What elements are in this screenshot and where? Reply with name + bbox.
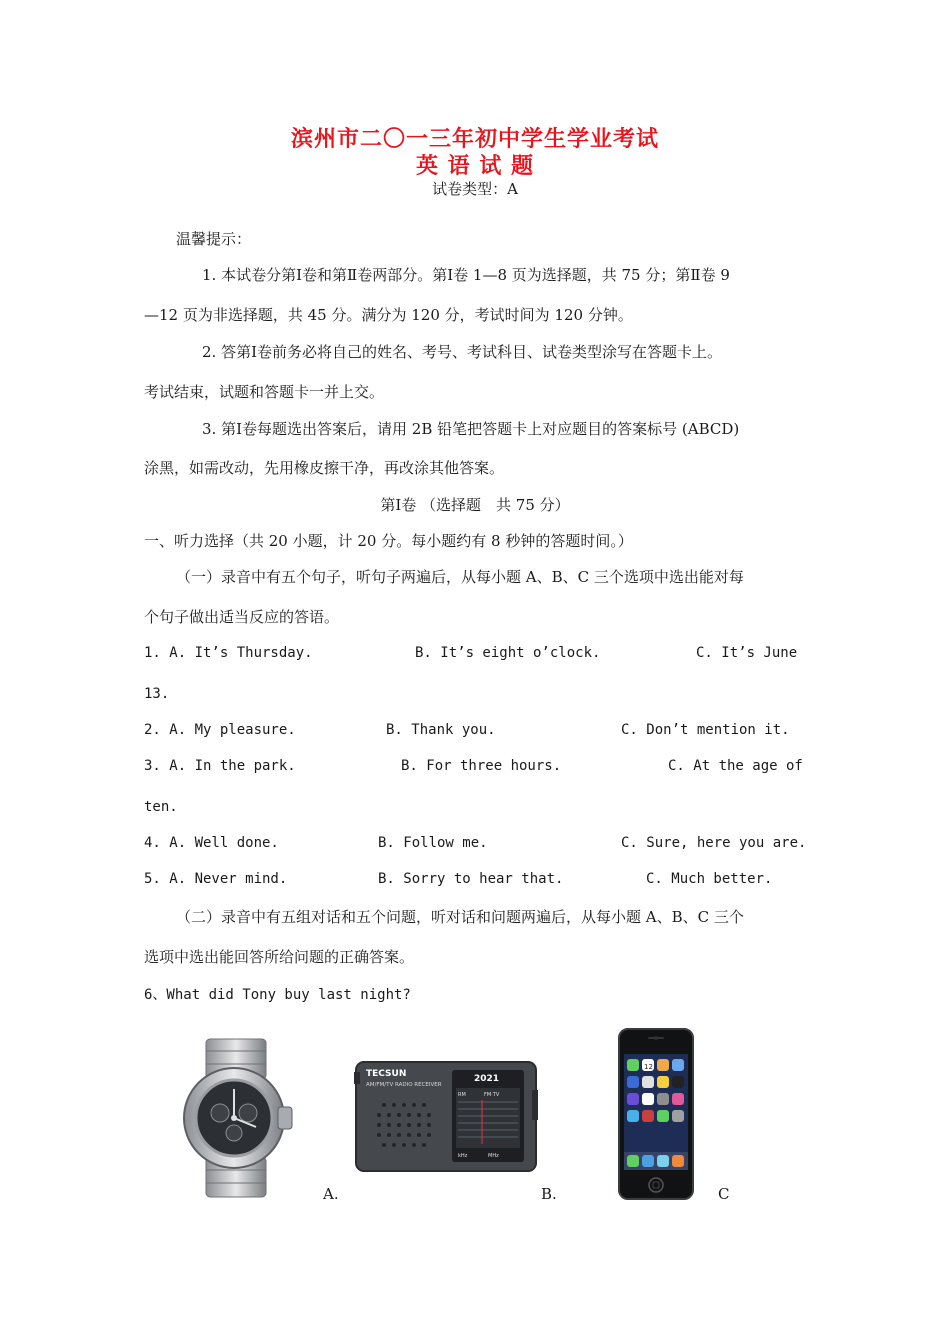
q6-question: 6、What did Tony buy last night? [144,987,411,1003]
q6-label-b: B. [541,1185,557,1203]
notice-heading: 温馨提示： [176,230,252,248]
q2-option-a: 2. A. My pleasure. [144,722,296,738]
notice-item-3-cont: 涂黑，如需改动，先用橡皮擦干净，再改涂其他答案。 [144,459,505,477]
radio-band-fm: FM·TV [484,1092,500,1098]
radio-image [354,1060,538,1173]
subject-title: 英 语 试 题 [416,153,534,179]
volume-title: 第Ⅰ卷 （选择题 共 75 分） [380,496,570,514]
subsection-1-instruction-cont: 个句子做出适当反应的答语。 [144,608,340,626]
radio-model: 2021 [474,1074,500,1084]
notice-item-1-cont: —12 页为非选择题，共 45 分。满分为 120 分，考试时间为 120 分钟。 [144,306,633,324]
q4-option-b: B. Follow me. [378,835,488,851]
q6-label-c: C [718,1185,730,1203]
notice-item-2: 2. 答第Ⅰ卷前务必将自己的姓名、考号、考试科目、试卷类型涂写在答题卡上。 [202,343,723,361]
notice-item-1: 1. 本试卷分第Ⅰ卷和第Ⅱ卷两部分。第Ⅰ卷 1—8 页为选择题，共 75 分；第Ⅱ卷 9 [202,266,730,284]
wristwatch-image [170,1037,302,1199]
radio-unit-khz: kHz [458,1153,468,1159]
radio-label: AM/FM/TV RADIO RECEIVER [366,1082,442,1088]
q4-option-c: C. Sure, here you are. [621,835,807,851]
q2-option-b: B. Thank you. [386,722,496,738]
smartphone-image [618,1028,694,1200]
q2-option-c: C. Don’t mention it. [621,722,790,738]
exam-title: 滨州市二〇一三年初中学生学业考试 [290,126,659,152]
radio-band-am: RM [458,1092,466,1098]
q1-option-c-wrap: 13. [144,686,170,702]
q6-label-a: A. [323,1185,339,1203]
phone-calendar-date: 12 [644,1063,653,1071]
q5-option-a: 5. A. Never mind. [144,871,288,887]
notice-item-3: 3. 第Ⅰ卷每题选出答案后，请用 2B 铅笔把答题卡上对应题目的答案标号 (ABCD) [202,420,740,438]
q1-option-a: 1. A. It’s Thursday. [144,645,313,661]
radio-brand: TECSUN [366,1069,407,1079]
q3-option-a: 3. A. In the park. [144,758,296,774]
q3-option-c-wrap: ten. [144,799,178,815]
paper-type: 试卷类型：A [432,180,518,198]
notice-item-2-cont: 考试结束，试题和答题卡一并上交。 [144,383,385,401]
subsection-2-instruction: （二）录音中有五组对话和五个问题，听对话和问题两遍后，从每小题 A、B、C 三个 [176,908,744,926]
part1-title: 一、听力选择（共 20 小题，计 20 分。每小题约有 8 秒钟的答题时间。） [144,532,633,550]
q5-option-c: C. Much better. [646,871,773,887]
q3-option-c: C. At the age of [668,758,803,774]
radio-unit-mhz: MHz [488,1153,499,1159]
subsection-1-instruction: （一）录音中有五个句子，听句子两遍后，从每小题 A、B、C 三个选项中选出能对每 [176,568,744,586]
q5-option-b: B. Sorry to hear that. [378,871,564,887]
subsection-2-instruction-cont: 选项中选出能回答所给问题的正确答案。 [144,948,415,966]
q1-option-c: C. It’s June [696,645,798,661]
q1-option-b: B. It’s eight o’clock. [415,645,601,661]
q4-option-a: 4. A. Well done. [144,835,279,851]
q3-option-b: B. For three hours. [401,758,562,774]
